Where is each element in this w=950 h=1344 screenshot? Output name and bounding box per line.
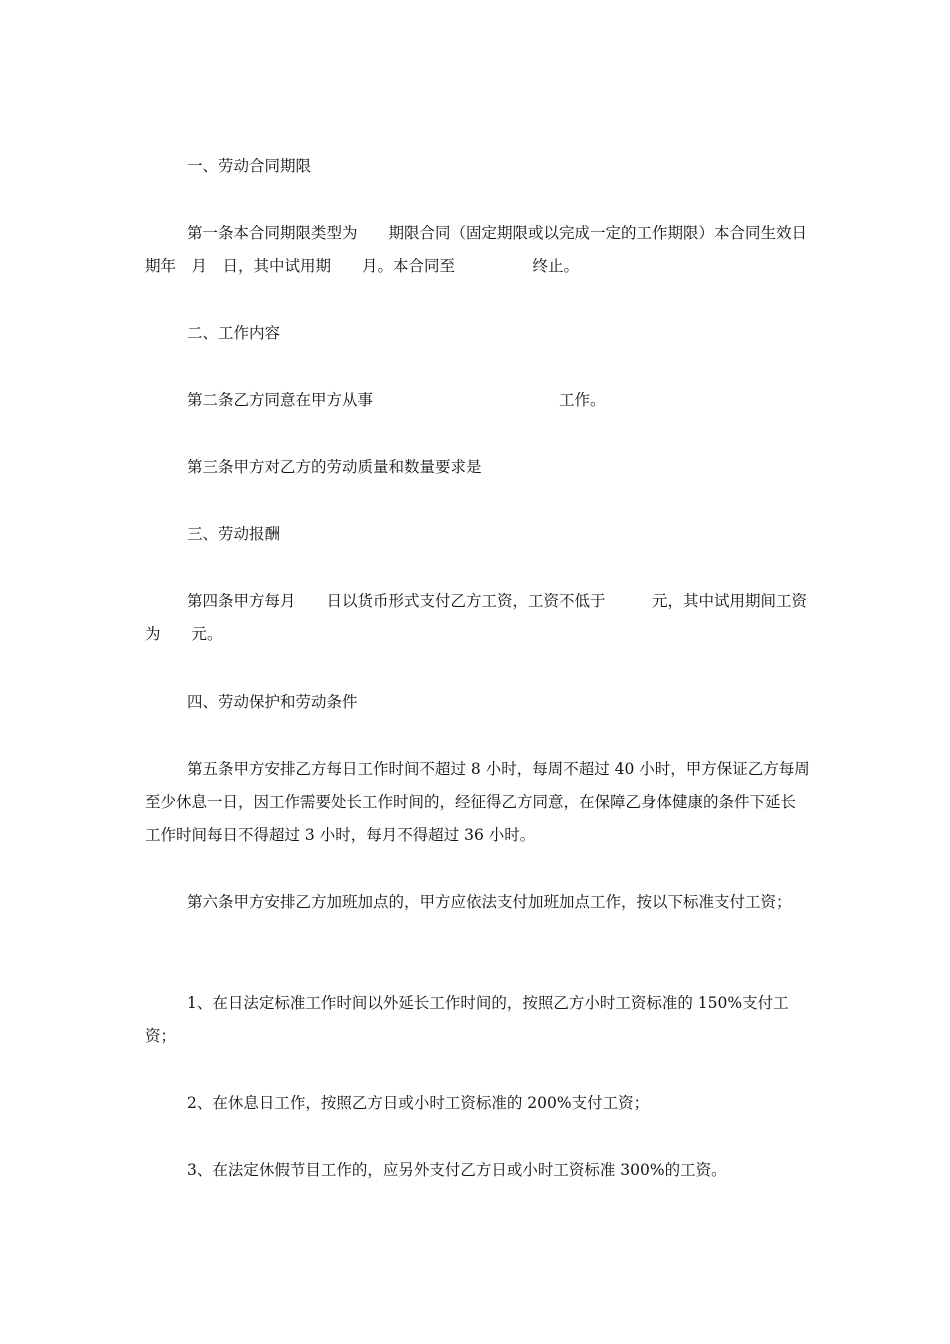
section-heading-labor-remuneration: 三、劳动报酬 — [187, 525, 281, 543]
article-4-paragraph: 第四条甲方每月 日以货币形式支付乙方工资，工资不低于 元，其中试用期间工资为 元。 — [145, 592, 808, 643]
section-heading-contract-term: 一、劳动合同期限 — [187, 157, 312, 175]
article-1-paragraph: 第一条本合同期限类型为 期限合同（固定期限或以完成一定的工作期限）本合同生效日期年 月 日，其中试用期 月。本合同至 终止。 — [145, 224, 808, 275]
article-5-paragraph: 第五条甲方安排乙方每日工作时间不超过 8 小时，每周不超过 40 小时，甲方保证乙方每周至少休息一日，因工作需要处长工作时间的，经征得乙方同意，在保障乙身体健康的条件下延长工作时间每日不得超过 3 小时，每月不得超过 36 小时。 — [145, 760, 810, 844]
overtime-item-3: 3、在法定休假节目工作的，应另外支付乙方日或小时工资标准 300%的工资。 — [187, 1161, 727, 1179]
article-3-paragraph: 第三条甲方对乙方的劳动质量和数量要求是 — [187, 458, 482, 476]
article-6-paragraph: 第六条甲方安排乙方加班加点的，甲方应依法支付加班加点工作，按以下标准支付工资； — [187, 893, 792, 911]
section-heading-work-content: 二、工作内容 — [187, 324, 281, 342]
article-2-paragraph: 第二条乙方同意在甲方从事 工作。 — [187, 391, 606, 409]
section-heading-labor-protection: 四、劳动保护和劳动条件 — [187, 693, 358, 711]
overtime-item-2: 2、在休息日工作，按照乙方日或小时工资标准的 200%支付工资； — [187, 1094, 650, 1112]
overtime-item-1: 1、在日法定标准工作时间以外延长工作时间的，按照乙方小时工资标准的 150%支付工资； — [145, 994, 789, 1045]
